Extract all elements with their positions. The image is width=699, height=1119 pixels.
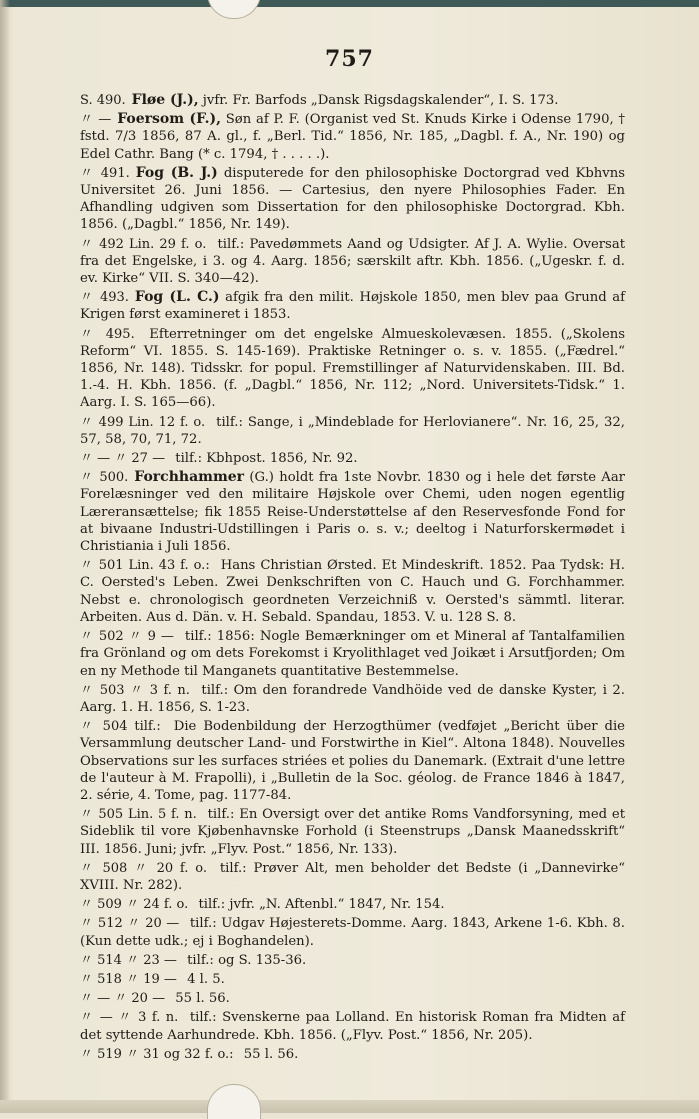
list-item xyxy=(80,806,625,858)
entry-reference: 〃 503 〃 3 f. n. xyxy=(80,682,190,698)
list-item xyxy=(80,289,625,323)
entry-reference: 〃 512 〃 20 — xyxy=(80,916,180,932)
entry-reference: 〃 518 〃 19 — xyxy=(80,971,177,987)
entry-text: 4 l. 5. xyxy=(187,971,225,987)
list-item xyxy=(80,896,625,913)
entry-text: tilf.: En Oversigt over det antike Roms Vandforsyning, med et Sideblik til vore Kjøbenhavnske Forhold (i Steenstrups „Dansk Maanedsskrift“ III. 1856. Juni; jvfr. „Flyv. Post.“ 1856, Nr. 133). xyxy=(80,807,625,857)
binding-hole-top xyxy=(207,0,261,19)
entry-reference: 〃 514 〃 23 — xyxy=(80,952,177,968)
entry-text: tilf.: Kbhpost. 1856, Nr. 92. xyxy=(175,451,358,467)
list-item xyxy=(80,682,625,716)
entry-text: tilf.: Om den forandrede Vandhöide ved de danske Kyster, i 2. Aarg. 1. H. 1856, S. 1-23. xyxy=(80,682,626,715)
list-item xyxy=(80,450,625,467)
entry-reference: 〃 499 Lin. 12 f. o. xyxy=(80,414,206,430)
entry-text: 55 l. 56. xyxy=(175,991,230,1007)
entry-text: tilf.: Udgav Højesterets-Domme. Aarg. 1843, Arkene 1-6. Kbh. 8. (Kun dette udk.; ej i Boghandelen). xyxy=(80,916,625,949)
entry-reference: 〃 493. xyxy=(80,290,129,306)
list-item xyxy=(80,860,625,894)
list-item xyxy=(80,628,625,680)
entry-text: Efterretninger om det engelske Almueskolevæsen. 1855. („Skolens Reform“ VI. 1855. S. 145-169). Praktiske Retninger o. s. v. 1855. („Fædrel.“ 1856, Nr. 148). Tidsskr. for popul. Fremstillinger af Naturvidenskaben. III. Bd. 1.-4. H. Kbh. 1856. (f. „Dagbl.“ 1856, Nr. 112; „Nord. Universitets-Tidsk.“ 1. Aarg. I. S. 165—66). xyxy=(80,326,626,411)
list-item xyxy=(80,557,625,626)
list-item xyxy=(80,971,625,988)
entry-text: afgik fra den milit. Højskole 1850, men blev paa Grund af Krigen først examineret i 1853. xyxy=(80,290,625,323)
list-item xyxy=(80,1009,625,1043)
list-item xyxy=(80,414,625,448)
entry-reference: 〃 — 〃 27 — xyxy=(80,451,166,467)
entry-text: disputerede for den philosophiske Doctorgrad ved Kbhvns Universitet 26. Juni 1856. — Cartesius, den nyere Philosophies Fader. En Afhandling udgiven som Dissertation for den philosophiske Doctorgrad. Kbh. 1856. („Dagbl.“ 1856, Nr. 149). xyxy=(80,165,625,233)
list-item xyxy=(80,718,625,804)
entry-heading: Foersom (F.), xyxy=(117,111,222,128)
entry-reference: 〃 — 〃 20 — xyxy=(80,991,166,1007)
entry-text: Søn af P. F. (Organist ved St. Knuds Kirke i Odense 1790, † fstd. 7/3 1856, 87 A. gl., f. „Berl. Tid.“ 1856, Nr. 185, „Dagbl. f. A., Nr. 190) og Edel Cathr. Bang (* c. 1794, † . . . . .). xyxy=(80,112,625,162)
top-edge xyxy=(0,0,699,7)
entry-text: jvfr. Fr. Barfods „Dansk Rigsdagskalender“, I. S. 173. xyxy=(202,93,559,108)
entry-reference: S. 490. xyxy=(80,93,126,108)
page-number: 757 xyxy=(325,46,374,72)
page-gutter-shadow xyxy=(0,0,10,1113)
entry-text: tilf.: jvfr. „N. Aftenbl.“ 1847, Nr. 154. xyxy=(198,897,445,913)
entry-heading: Forchhammer xyxy=(134,469,245,486)
entry-text: 55 l. 56. xyxy=(243,1046,299,1062)
entry-list xyxy=(80,92,625,1065)
entry-heading: Fog (L. C.) xyxy=(134,289,220,306)
entry-text: Hans Christian Ørsted. Et Mindeskrift. 1852. Paa Tydsk: H. C. Oersted's Leben. Zwei Denkschriften von C. Hauch und G. Forchhammer. Nebst e. chronologisch geordneten Verzeichniß v. Oersted's sämmtl. literar. Arbeiten. Aus d. Dän. v. H. Sebald. Spandau, 1853. V. u. 128 S. 8. xyxy=(80,558,625,625)
entry-reference: 〃 495. xyxy=(80,326,135,342)
list-item xyxy=(80,990,625,1007)
entry-text: tilf.: Pavedømmets Aand og Udsigter. Af J. A. Wylie. Oversat fra det Engelske, i 3. og 4. Aarg. 1856; særskilt aftr. Kbh. 1856. („Ugeskr. f. d. ev. Kirke“ VII. S. 340—42). xyxy=(80,236,625,287)
entry-heading: Fog (B. J.) xyxy=(135,164,218,181)
entry-reference: 〃 502 〃 9 — xyxy=(80,629,174,645)
list-item xyxy=(80,236,625,288)
list-item xyxy=(80,326,625,412)
entry-text: tilf.: 1856: Nogle Bemærkninger om et Mineral af Tantalfamilien fra Grönland og om dets Forekomst i Kryolithlaget ved Joikæt i Arsutfjorden; Om en ny Methode til Manganets quantitative Bestemmelse. xyxy=(80,629,625,679)
list-item xyxy=(80,1046,625,1063)
binding-hole-bottom xyxy=(207,1084,261,1119)
entry-reference: 〃 504 tilf.: xyxy=(80,719,161,735)
entry-reference: 〃 508 〃 20 f. o. xyxy=(80,860,207,876)
entry-text: (G.) holdt fra 1ste Novbr. 1830 og i hele det første Aar Forelæsninger ved den militaire Højskole over Chemi, uden nogen egentlig Læreransættelse; fik 1855 Reise-Understøttelse af den Reservesfonde Fond for at bivaane Industri-Udstillingen i Paris o. s. v.; deeltog i Naturforskermødet i Christiania i Juli 1856. xyxy=(80,470,625,555)
entry-reference: 〃 — 〃 3 f. n. xyxy=(80,1010,179,1026)
entry-reference: 〃 492 Lin. 29 f. o. xyxy=(80,236,207,252)
entry-reference: 〃 501 Lin. 43 f. o.: xyxy=(80,558,210,574)
entry-text: tilf.: Svenskerne paa Lolland. En historisk Roman fra Midten af det syttende Aarhundrede. Kbh. 1856. („Flyv. Post.“ 1856, Nr. 205). xyxy=(80,1010,625,1043)
entry-text: tilf.: Prøver Alt, men beholder det Bedste (i „Dannevirke“ XVIII. Nr. 282). xyxy=(80,860,625,893)
entry-reference: 〃 509 〃 24 f. o. xyxy=(80,897,189,913)
list-item xyxy=(80,165,625,234)
entry-text: tilf.: og S. 135-36. xyxy=(187,952,307,968)
list-item xyxy=(80,915,625,949)
list-item xyxy=(80,952,625,969)
entry-text: Die Bodenbildung der Herzogthümer (vedføjet „Bericht über die Versammlung deutscher Land- und Forstwirthe in Kiel“. Altona 1848). Nouvelles Observations sur les surfaces striées et polies du Danemark. (Extrait d'une lettre de l'auteur à M. Frapolli), i „Bulletin de la Soc. géolog. de France 1846 à 1847, 2. série, 4. Tome, pag. 1177-84. xyxy=(80,719,625,803)
list-item xyxy=(80,92,625,109)
entry-reference: 〃 519 〃 31 og 32 f. o.: xyxy=(80,1046,234,1062)
entry-text: tilf.: Sange, i „Mindeblade for Herlovianere“. Nr. 16, 25, 32, 57, 58, 70, 71, 72. xyxy=(80,414,625,447)
entry-reference: 〃 505 Lin. 5 f. n. xyxy=(80,807,197,823)
list-item xyxy=(80,469,625,555)
entry-reference: 〃 — xyxy=(80,112,112,128)
bottom-edge xyxy=(0,1100,699,1113)
list-item xyxy=(80,111,625,163)
entry-heading: Fløe (J.), xyxy=(131,92,199,108)
entry-reference: 〃 491. xyxy=(80,165,130,181)
entry-reference: 〃 500. xyxy=(80,470,129,486)
